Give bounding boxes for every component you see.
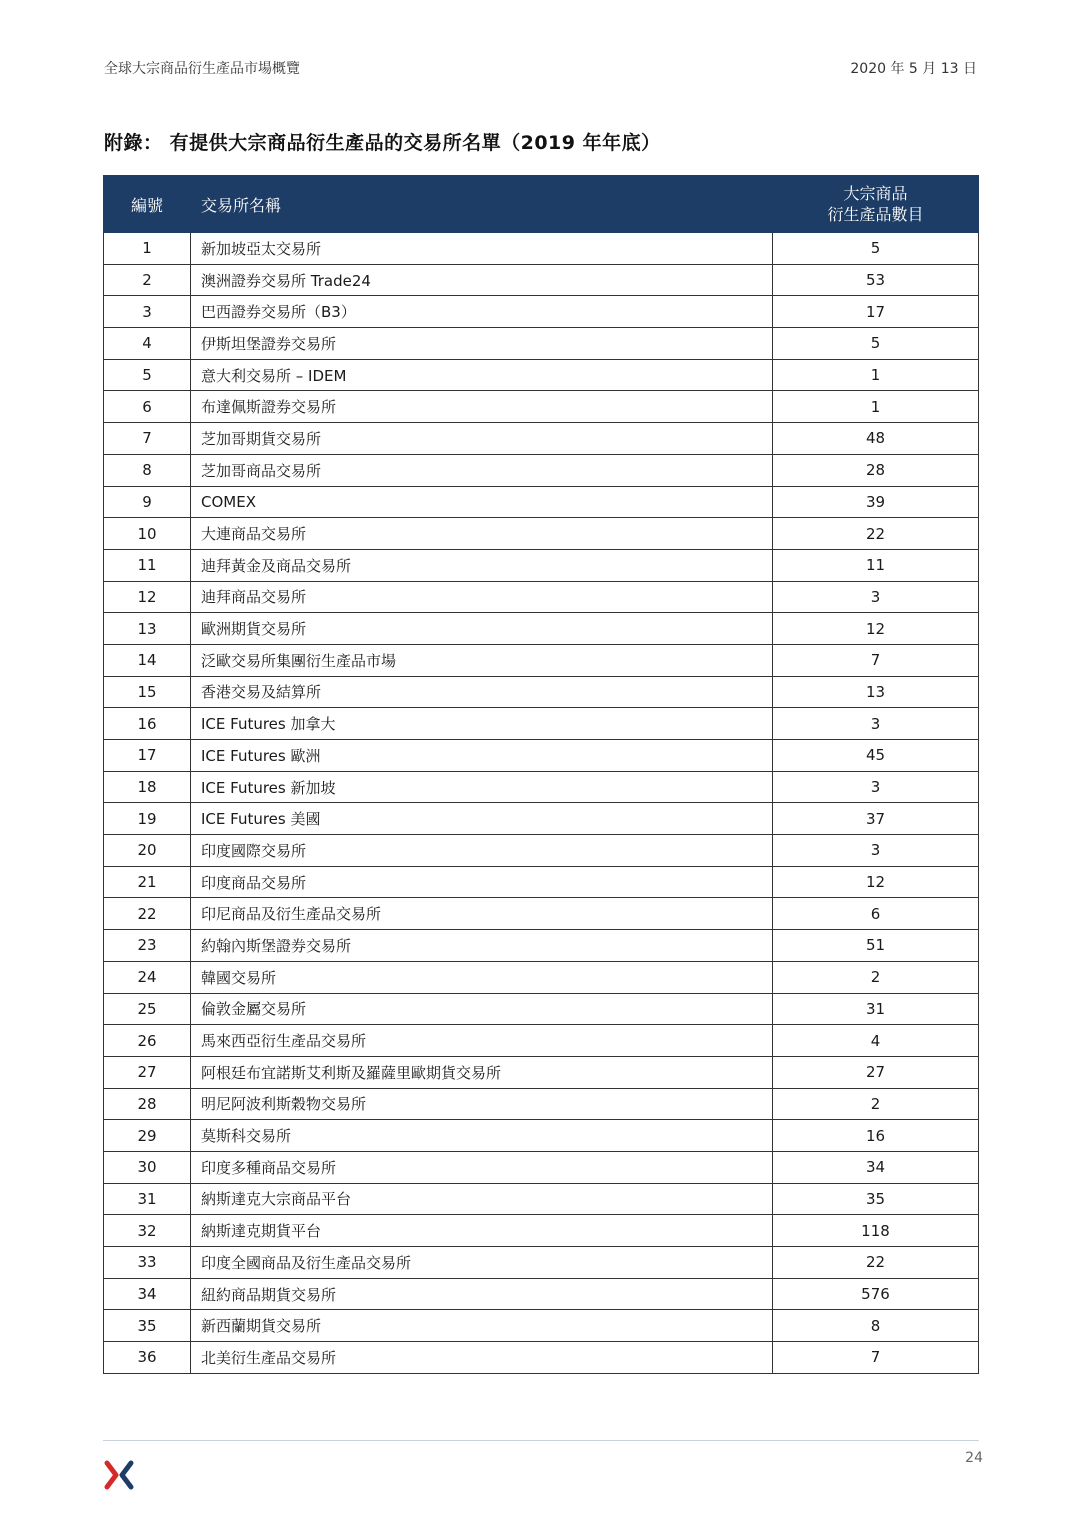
footer-divider	[103, 1440, 979, 1441]
exchange-name: 莫斯科交易所	[191, 1120, 773, 1152]
exchange-name: 阿根廷布宜諾斯艾利斯及羅薩里歐期貨交易所	[191, 1056, 773, 1088]
table-row	[104, 1278, 979, 1310]
exchange-name: 印度國際交易所	[191, 835, 773, 867]
product-count: 51	[773, 930, 979, 962]
table-row	[104, 328, 979, 360]
product-count: 27	[773, 1056, 979, 1088]
table-row	[104, 1310, 979, 1342]
table-row	[104, 581, 979, 613]
table-row	[104, 1025, 979, 1057]
product-count: 45	[773, 740, 979, 772]
exchange-name: 新西蘭期貨交易所	[191, 1310, 773, 1342]
product-count: 1	[773, 359, 979, 391]
row-number: 13	[104, 613, 191, 645]
row-number: 3	[104, 296, 191, 328]
product-count: 7	[773, 644, 979, 676]
row-number: 17	[104, 740, 191, 772]
row-number: 33	[104, 1247, 191, 1279]
exchange-name: 馬來西亞衍生產品交易所	[191, 1025, 773, 1057]
exchange-name: 納斯達克大宗商品平台	[191, 1183, 773, 1215]
table-row	[104, 708, 979, 740]
column-header-count-line2: 衍生產品數目	[827, 205, 924, 224]
product-count: 2	[773, 961, 979, 993]
product-count: 6	[773, 898, 979, 930]
product-count: 5	[773, 328, 979, 360]
table-row	[104, 359, 979, 391]
product-count: 3	[773, 835, 979, 867]
product-count: 11	[773, 549, 979, 581]
exchange-name: 明尼阿波利斯穀物交易所	[191, 1088, 773, 1120]
row-number: 8	[104, 454, 191, 486]
table-row	[104, 1342, 979, 1374]
column-header-count	[773, 176, 979, 233]
row-number: 32	[104, 1215, 191, 1247]
product-count: 12	[773, 866, 979, 898]
table-row	[104, 391, 979, 423]
exchange-name: ICE Futures 加拿大	[191, 708, 773, 740]
exchange-name: 澳洲證券交易所 Trade24	[191, 264, 773, 296]
row-number: 12	[104, 581, 191, 613]
table-row	[104, 486, 979, 518]
column-header-number: 編號	[104, 176, 191, 233]
exchange-name: 大連商品交易所	[191, 518, 773, 550]
table-row	[104, 803, 979, 835]
row-number: 6	[104, 391, 191, 423]
exchange-name: 芝加哥商品交易所	[191, 454, 773, 486]
exchange-name: 約翰內斯堡證券交易所	[191, 930, 773, 962]
product-count: 7	[773, 1342, 979, 1374]
exchange-name: 紐約商品期貨交易所	[191, 1278, 773, 1310]
exchange-name: 倫敦金屬交易所	[191, 993, 773, 1025]
exchange-name: 歐洲期貨交易所	[191, 613, 773, 645]
product-count: 39	[773, 486, 979, 518]
page-title: 附錄： 有提供大宗商品衍生產品的交易所名單（2019 年年底）	[104, 132, 661, 154]
column-header-count-line1: 大宗商品	[843, 184, 908, 203]
row-number: 26	[104, 1025, 191, 1057]
product-count: 2	[773, 1088, 979, 1120]
table-row	[104, 866, 979, 898]
exchange-name: 印度商品交易所	[191, 866, 773, 898]
table-row	[104, 898, 979, 930]
hkex-x-logo-icon	[104, 1460, 134, 1490]
row-number: 30	[104, 1151, 191, 1183]
row-number: 28	[104, 1088, 191, 1120]
row-number: 31	[104, 1183, 191, 1215]
exchange-name: 泛歐交易所集團衍生產品市場	[191, 644, 773, 676]
product-count: 3	[773, 771, 979, 803]
product-count: 37	[773, 803, 979, 835]
table-row	[104, 1088, 979, 1120]
table-row	[104, 423, 979, 455]
row-number: 36	[104, 1342, 191, 1374]
row-number: 19	[104, 803, 191, 835]
table-row	[104, 961, 979, 993]
product-count: 48	[773, 423, 979, 455]
table-header-row	[104, 176, 979, 233]
row-number: 9	[104, 486, 191, 518]
product-count: 8	[773, 1310, 979, 1342]
exchange-table	[103, 175, 979, 1374]
row-number: 1	[104, 233, 191, 265]
row-number: 7	[104, 423, 191, 455]
exchange-name: 迪拜商品交易所	[191, 581, 773, 613]
product-count: 118	[773, 1215, 979, 1247]
exchange-name: 納斯達克期貨平台	[191, 1215, 773, 1247]
row-number: 22	[104, 898, 191, 930]
table-row	[104, 835, 979, 867]
row-number: 20	[104, 835, 191, 867]
table-row	[104, 518, 979, 550]
product-count: 34	[773, 1151, 979, 1183]
exchange-name: 新加坡亞太交易所	[191, 233, 773, 265]
row-number: 24	[104, 961, 191, 993]
exchange-name: 香港交易及結算所	[191, 676, 773, 708]
product-count: 4	[773, 1025, 979, 1057]
exchange-name: 迪拜黃金及商品交易所	[191, 549, 773, 581]
exchange-name: 意大利交易所 – IDEM	[191, 359, 773, 391]
row-number: 29	[104, 1120, 191, 1152]
product-count: 22	[773, 518, 979, 550]
row-number: 21	[104, 866, 191, 898]
exchange-name: ICE Futures 美國	[191, 803, 773, 835]
row-number: 2	[104, 264, 191, 296]
row-number: 18	[104, 771, 191, 803]
product-count: 35	[773, 1183, 979, 1215]
product-count: 3	[773, 708, 979, 740]
product-count: 22	[773, 1247, 979, 1279]
table-row	[104, 296, 979, 328]
row-number: 10	[104, 518, 191, 550]
exchange-name: 韓國交易所	[191, 961, 773, 993]
table-row	[104, 771, 979, 803]
table-row	[104, 676, 979, 708]
product-count: 1	[773, 391, 979, 423]
column-header-name: 交易所名稱	[191, 176, 773, 233]
page-number: 24	[965, 1450, 983, 1466]
product-count: 16	[773, 1120, 979, 1152]
exchange-name: ICE Futures 歐洲	[191, 740, 773, 772]
row-number: 11	[104, 549, 191, 581]
row-number: 5	[104, 359, 191, 391]
table-row	[104, 613, 979, 645]
row-number: 15	[104, 676, 191, 708]
product-count: 13	[773, 676, 979, 708]
product-count: 53	[773, 264, 979, 296]
exchange-name: 芝加哥期貨交易所	[191, 423, 773, 455]
product-count: 31	[773, 993, 979, 1025]
exchange-name: 印度全國商品及衍生產品交易所	[191, 1247, 773, 1279]
row-number: 4	[104, 328, 191, 360]
table-row	[104, 233, 979, 265]
product-count: 28	[773, 454, 979, 486]
row-number: 34	[104, 1278, 191, 1310]
table-row	[104, 264, 979, 296]
exchange-name: ICE Futures 新加坡	[191, 771, 773, 803]
table-row	[104, 930, 979, 962]
exchange-name: 巴西證券交易所（B3）	[191, 296, 773, 328]
row-number: 27	[104, 1056, 191, 1088]
product-count: 5	[773, 233, 979, 265]
row-number: 35	[104, 1310, 191, 1342]
exchange-name: 北美衍生產品交易所	[191, 1342, 773, 1374]
document-date: 2020 年 5 月 13 日	[850, 61, 977, 77]
table-row	[104, 1215, 979, 1247]
exchange-name: 印度多種商品交易所	[191, 1151, 773, 1183]
table-row	[104, 1247, 979, 1279]
row-number: 16	[104, 708, 191, 740]
table-row	[104, 993, 979, 1025]
table-row	[104, 1120, 979, 1152]
table-row	[104, 549, 979, 581]
product-count: 3	[773, 581, 979, 613]
table-row	[104, 1151, 979, 1183]
table-row	[104, 644, 979, 676]
exchange-name: 印尼商品及衍生產品交易所	[191, 898, 773, 930]
product-count: 576	[773, 1278, 979, 1310]
exchange-name: COMEX	[191, 486, 773, 518]
row-number: 23	[104, 930, 191, 962]
table-row	[104, 740, 979, 772]
document-name: 全球大宗商品衍生產品市場概覽	[104, 61, 300, 77]
exchange-name: 布達佩斯證券交易所	[191, 391, 773, 423]
product-count: 12	[773, 613, 979, 645]
row-number: 25	[104, 993, 191, 1025]
exchange-name: 伊斯坦堡證券交易所	[191, 328, 773, 360]
table-row	[104, 1056, 979, 1088]
table-row	[104, 1183, 979, 1215]
row-number: 14	[104, 644, 191, 676]
table-row	[104, 454, 979, 486]
product-count: 17	[773, 296, 979, 328]
